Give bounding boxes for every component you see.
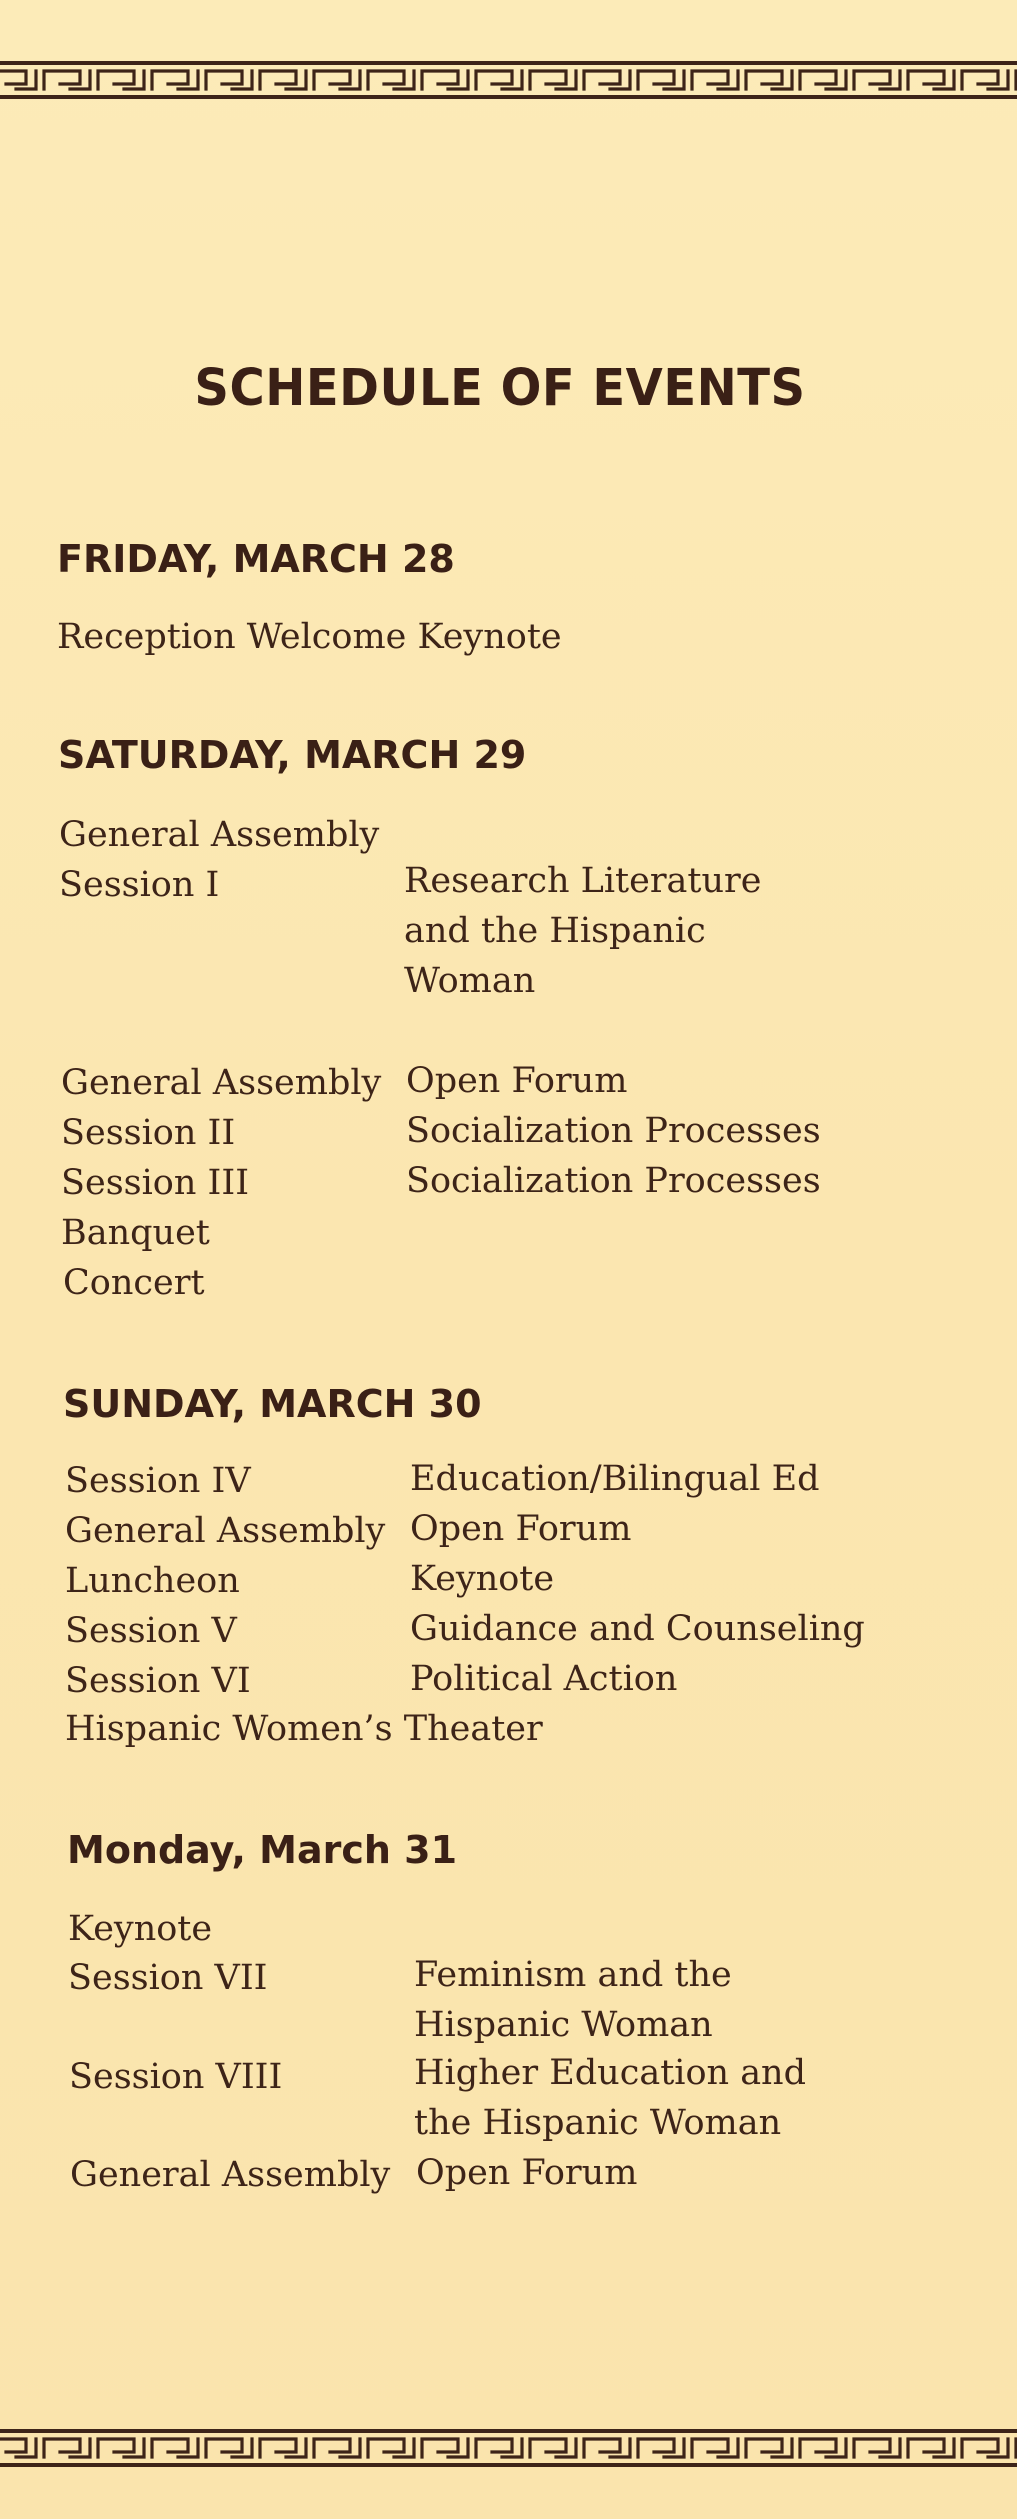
greek-key-border-bottom (0, 2428, 1017, 2468)
schedule-topic: Woman (404, 961, 536, 1001)
schedule-event: Session VII (68, 1958, 268, 1998)
schedule-event: General Assembly (59, 815, 380, 855)
schedule-topic: Guidance and Counseling (410, 1609, 865, 1649)
schedule-topic: the Hispanic Woman (414, 2103, 782, 2143)
schedule-topic: Education/Bilingual Ed (410, 1459, 820, 1499)
schedule-topic: Keynote (410, 1559, 555, 1599)
schedule-topic: Hispanic Woman (414, 2005, 713, 2045)
greek-key-border-top (0, 60, 1017, 100)
schedule-topic: Open Forum (406, 1061, 628, 1101)
schedule-topic: and the Hispanic (404, 911, 706, 951)
schedule-event: Keynote (68, 1909, 213, 1949)
schedule-topic: Feminism and the (414, 1955, 732, 1995)
day-heading-friday: FRIDAY, MARCH 28 (57, 537, 455, 581)
schedule-topic: Political Action (410, 1659, 678, 1699)
page-title: SCHEDULE OF EVENTS (194, 358, 806, 418)
schedule-event: General Assembly (61, 1063, 382, 1103)
schedule-event: General Assembly (65, 1511, 386, 1551)
schedule-event: Session II (61, 1113, 236, 1153)
schedule-event: Session V (65, 1611, 237, 1651)
schedule-topic: Socialization Processes (406, 1161, 821, 1201)
schedule-event: Session I (59, 865, 220, 905)
schedule-event: Banquet (61, 1213, 210, 1253)
schedule-event: Luncheon (65, 1561, 240, 1601)
schedule-topic: Open Forum (416, 2153, 638, 2193)
friday-events: Reception Welcome Keynote (57, 617, 562, 657)
schedule-topic: Research Literature (404, 861, 762, 901)
day-heading-monday: Monday, March 31 (67, 1828, 458, 1872)
schedule-event: Session IV (65, 1461, 251, 1501)
schedule-topic: Open Forum (410, 1509, 632, 1549)
schedule-event: General Assembly (70, 2155, 391, 2195)
day-heading-saturday: SATURDAY, MARCH 29 (58, 733, 527, 777)
schedule-event: Concert (63, 1263, 205, 1303)
schedule-event: Hispanic Women’s Theater (65, 1709, 543, 1749)
schedule-event: Session VI (65, 1661, 251, 1701)
schedule-event: Session VIII (69, 2057, 283, 2097)
schedule-topic: Socialization Processes (406, 1111, 821, 1151)
schedule-event: Session III (61, 1163, 250, 1203)
day-heading-sunday: SUNDAY, MARCH 30 (63, 1382, 482, 1426)
schedule-topic: Higher Education and (414, 2053, 807, 2093)
